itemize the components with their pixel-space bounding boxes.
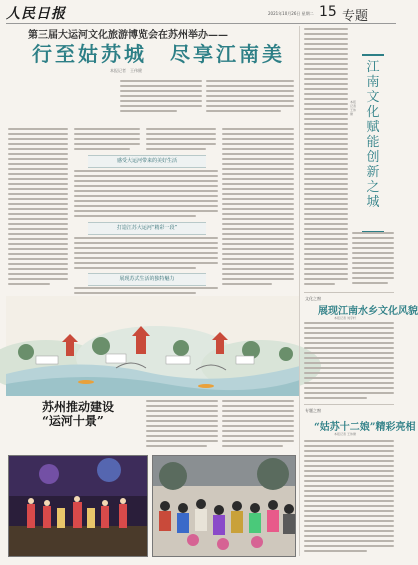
box1-byline: 本报记者 刘宇轩 (334, 316, 356, 320)
editorial-text-lower (352, 232, 394, 290)
feature-title-line-1: 苏州推动建设 (42, 400, 115, 414)
feature-title (42, 400, 114, 428)
crowd-street-art (153, 456, 295, 556)
feature-text-1 (146, 400, 218, 450)
title-char: 化 (366, 105, 380, 120)
panorama-art (6, 296, 300, 396)
issue-date: 2021年10月26日 星期二 (268, 11, 314, 16)
title-char: 城 (366, 195, 380, 210)
box1-text (304, 322, 394, 402)
canal-panorama-illustration (6, 296, 300, 396)
column-divider (299, 26, 300, 556)
body-column-1 (8, 128, 68, 293)
stage-performance-art (9, 456, 147, 556)
box1-label: 文化之窗 (305, 296, 321, 301)
newspaper-logo: 人民日报 (6, 6, 66, 22)
title-char: 文 (366, 90, 380, 105)
feature-title-line-2: “运河十景” (42, 414, 104, 428)
box2-byline: 本报记者 王伟健 (334, 432, 356, 436)
section-title-1: 感受大运河带来的美好生活 (88, 155, 206, 168)
section-title-3: 展现苏式生活的独特魅力 (88, 273, 206, 286)
section-title-2: 打造江苏大运河“精彩一段” (88, 222, 206, 235)
editorial-text (304, 28, 348, 290)
intro-text-left (120, 80, 202, 120)
title-char: 创 (366, 150, 380, 165)
title-char: 江 (366, 60, 380, 75)
box2-title: “姑苏十二娘”精彩亮相 (314, 422, 416, 433)
masthead (6, 3, 396, 24)
box2-text (304, 440, 394, 555)
title-char: 能 (366, 135, 380, 150)
title-char: 新 (366, 165, 380, 180)
feature-text-2 (222, 400, 294, 450)
editorial-title (365, 60, 381, 210)
photo-crowd-street (152, 455, 296, 557)
title-char: 南 (366, 75, 380, 90)
intro-text-right (206, 80, 294, 120)
body-column-3 (146, 128, 216, 152)
photo-stage-performance (8, 455, 148, 557)
lead-byline: 本报记者 王伟健 (110, 68, 142, 73)
box1-top-rule (304, 292, 394, 293)
lead-headline: 行至姑苏城 尽享江南美 (32, 42, 285, 66)
box1-title: 展现江南水乡文化风貌 (318, 306, 418, 317)
title-char: 之 (366, 180, 380, 195)
body-column-2 (74, 128, 140, 152)
page-number: 15 (319, 4, 337, 20)
section-2-text (74, 237, 218, 271)
editorial-byline: 本报记者 王伟健 (350, 100, 357, 116)
lead-subhead: 第三届大运河文化旅游博览会在苏州举办—— (28, 30, 228, 41)
box2-label: 专题之窗 (305, 408, 321, 413)
section-1-text (74, 170, 218, 218)
body-column-4 (222, 128, 294, 293)
section-name: 专题 (342, 9, 369, 24)
box2-top-rule (304, 404, 394, 405)
title-char: 赋 (366, 120, 380, 135)
